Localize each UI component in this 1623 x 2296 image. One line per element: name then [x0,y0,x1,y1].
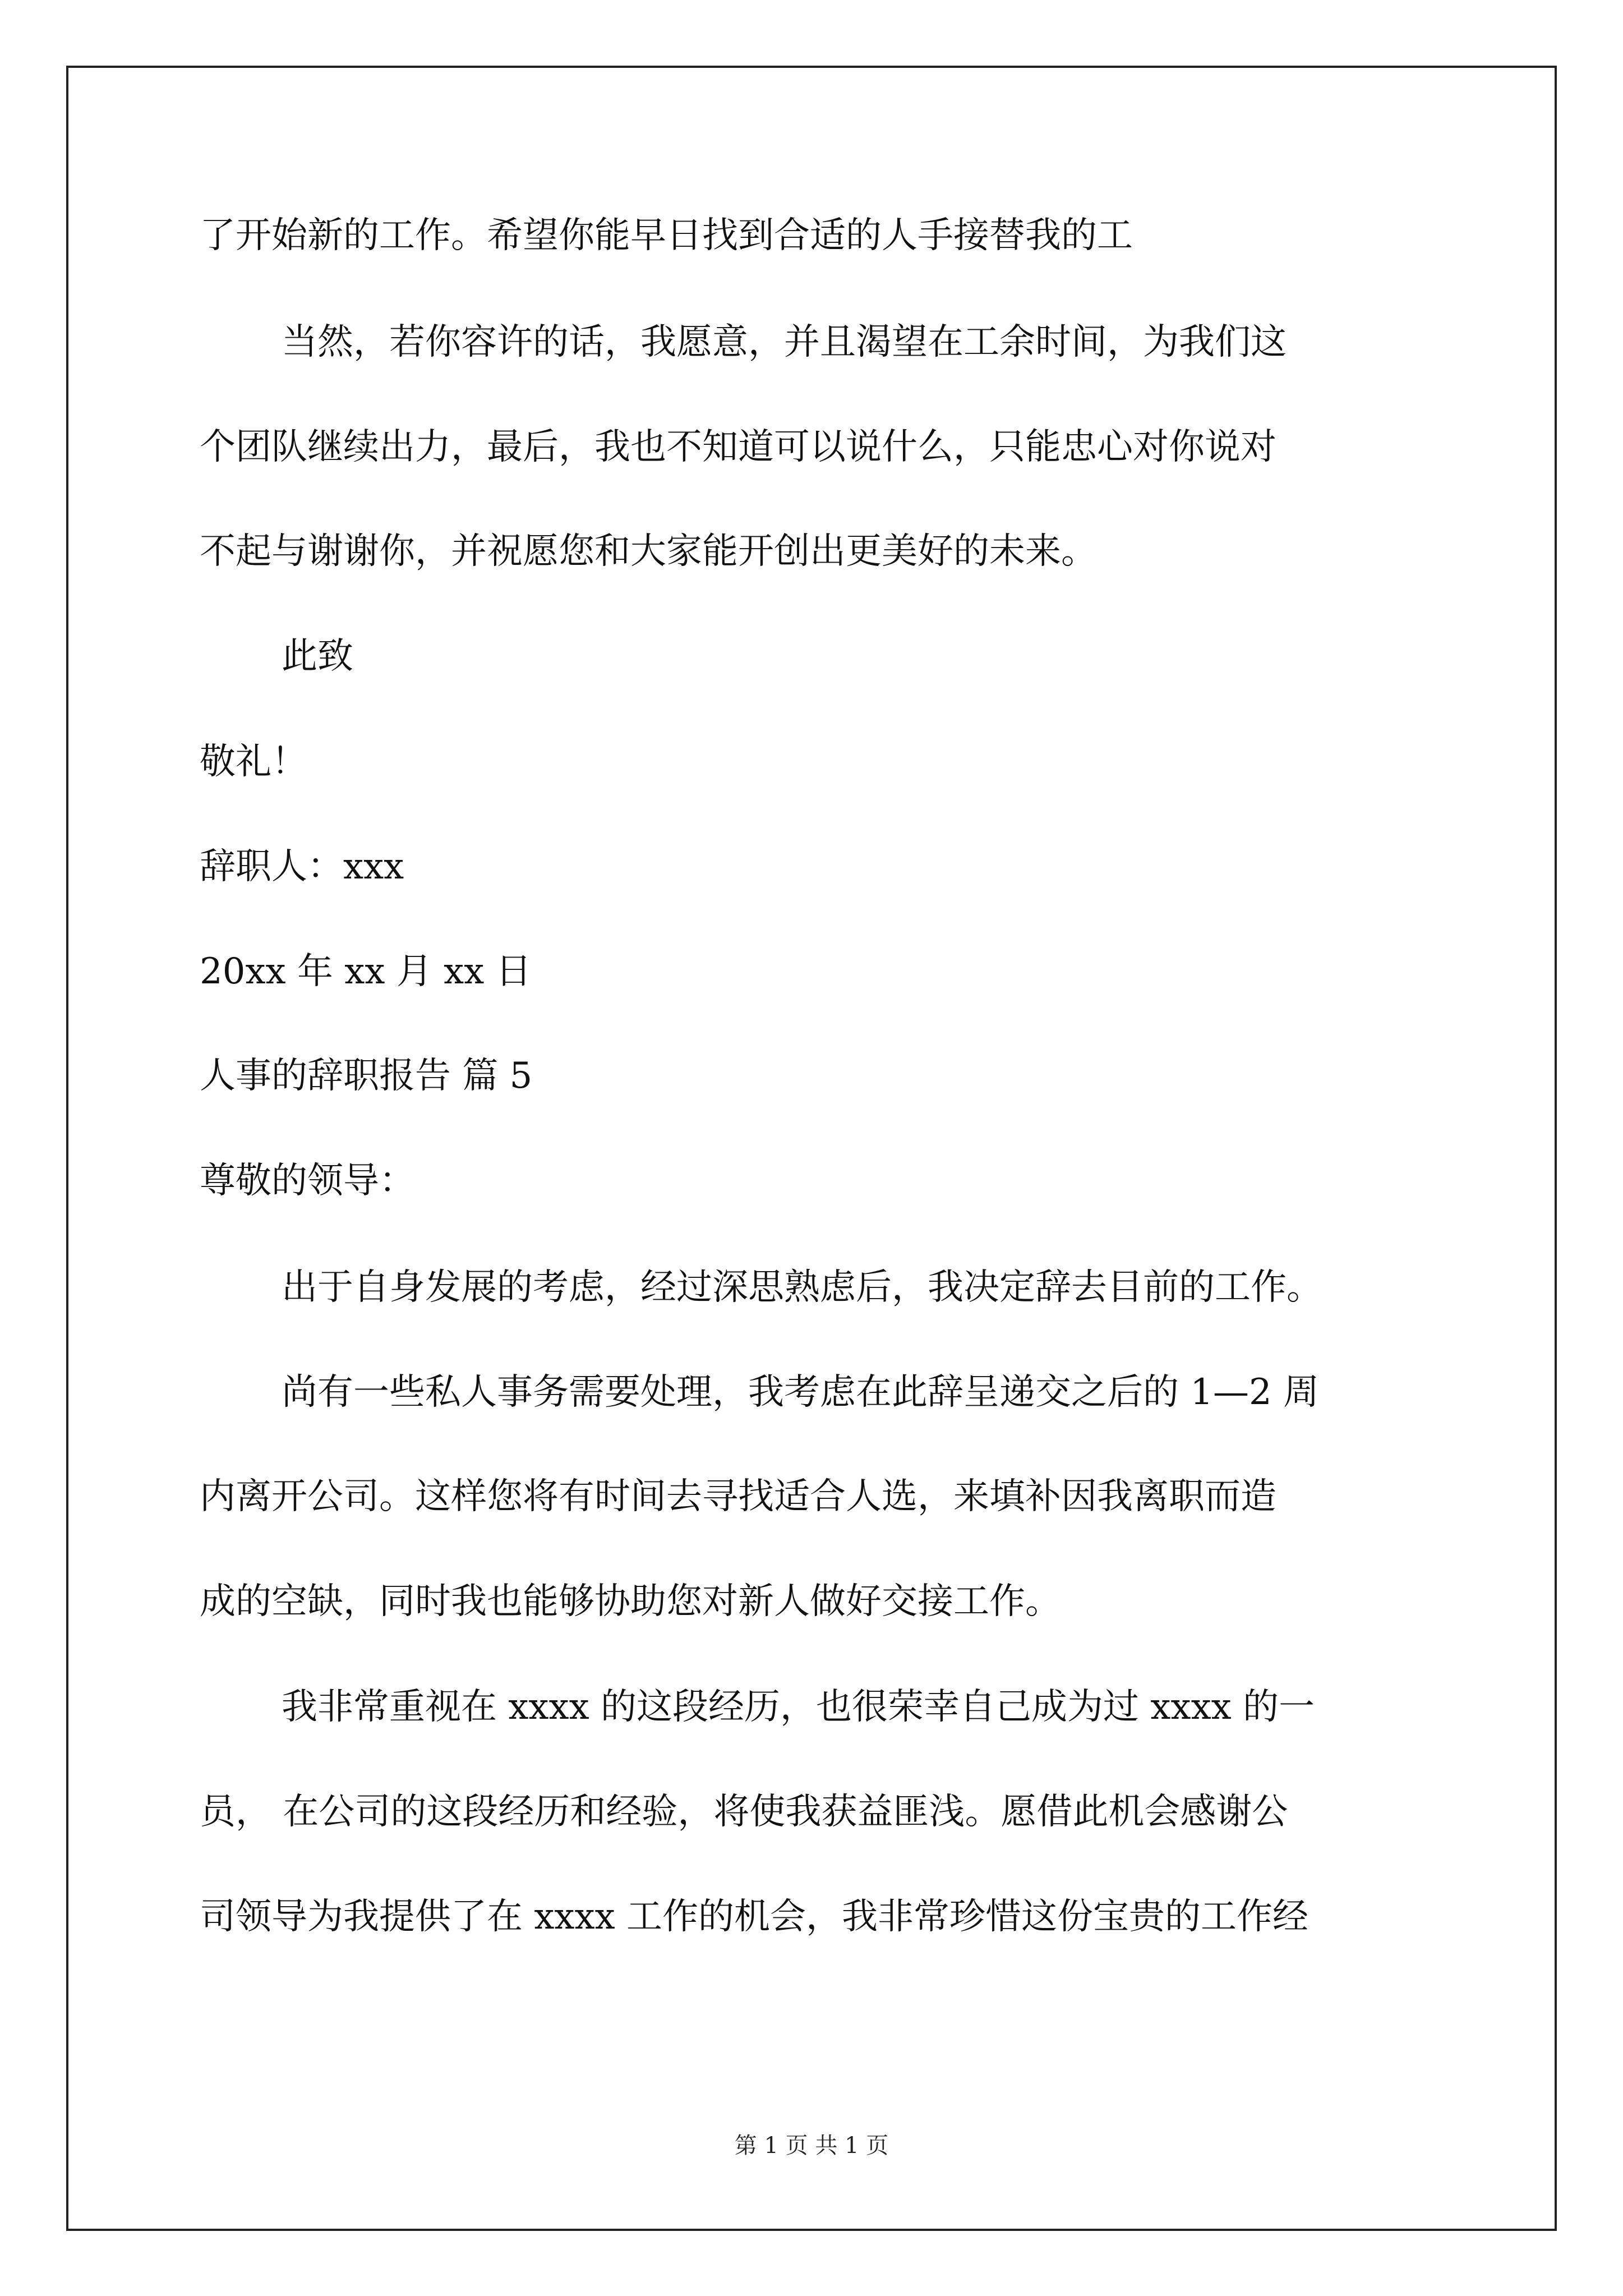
section-heading: 人事的辞职报告 篇 5 [200,1055,533,1097]
text-line-7: 辞职人：xxx [200,846,404,887]
text-line-1: 了开始新的工作。希望你能早日找到合适的人手接替我的工 [200,215,1133,256]
text-line-5: 此致 [282,636,353,677]
text-line-4: 不起与谢谢你，并祝愿您和大家能开创出更美好的未来。 [200,531,1097,572]
text-line-12: 尚有一些私人事务需要处理，我考虑在此辞呈递交之后的 1—2 周 [282,1372,1320,1413]
text-line-3: 个团队继续出力，最后，我也不知道可以说什么，只能忠心对你说对 [200,426,1276,468]
text-line-17: 司领导为我提供了在 xxxx 工作的机会，我非常珍惜这份宝贵的工作经 [200,1896,1309,1938]
text-line-15: 我非常重视在 xxxx 的这段经历，也很荣幸自己成为过 xxxx 的一 [282,1686,1315,1728]
text-line-6: 敬礼！ [200,741,307,783]
text-line-13: 内离开公司。这样您将有时间去寻找适合人选，来填补因我离职而造 [200,1476,1276,1517]
text-line-11: 出于自身发展的考虑，经过深思熟虑后，我决定辞去目前的工作。 [282,1267,1322,1308]
text-line-16: 员， 在公司的这段经历和经验，将使我获益匪浅。愿借此机会感谢公 [200,1791,1288,1833]
text-line-2: 当然，若你容许的话，我愿意，并且渴望在工余时间，为我们这 [282,321,1287,363]
text-line-14: 成的空缺，同时我也能够协助您对新人做好交接工作。 [200,1581,1061,1622]
text-line-8: 20xx 年 xx 月 xx 日 [200,951,532,992]
salutation: 尊敬的领导： [200,1160,415,1202]
page-footer: 第 1 页 共 1 页 [734,2133,889,2159]
